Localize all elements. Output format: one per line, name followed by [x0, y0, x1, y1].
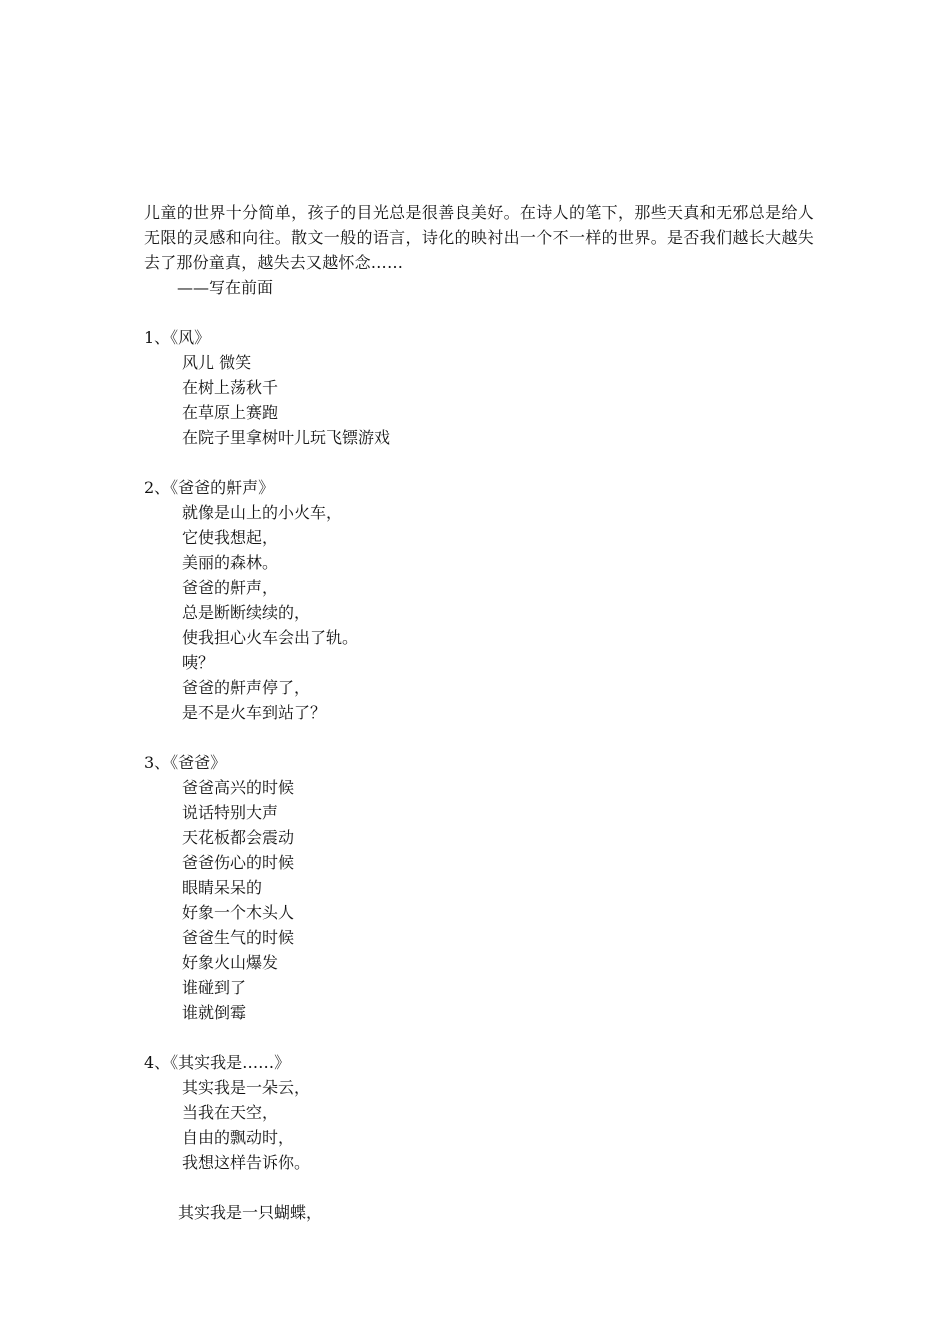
poem-line: 当我在天空， [182, 1103, 279, 1122]
poem-line: 爸爸的鼾声， [182, 578, 279, 597]
intro-paragraph: 儿童的世界十分简单，孩子的目光总是很善良美好。在诗人的笔下，那些天真和无邪总是给人无限的灵感和向往。散文一般的语言，诗化的映衬出一个不一样的世界。是否我们越长大越失去了那份童真，越失去又越怀念…… [144, 203, 814, 272]
poem-1 [144, 325, 814, 450]
poem-line: 谁就倒霉 [182, 1003, 247, 1022]
poem-2 [144, 475, 814, 725]
poem-line: 就像是山上的小火车， [182, 503, 343, 522]
poem-line: 说话特别大声 [182, 803, 279, 822]
poem-title: 3、《爸爸》 [144, 753, 227, 772]
poem-line: 眼睛呆呆的 [182, 878, 263, 897]
poem-line: 其实我是一朵云， [182, 1078, 311, 1097]
poem-3 [144, 750, 814, 1025]
poem-line: 谁碰到了 [182, 978, 247, 997]
poem-line: 在草原上赛跑 [182, 403, 279, 422]
poem-line: 咦？ [182, 653, 215, 672]
poem-line: 是不是火车到站了？ [182, 703, 327, 722]
spacer [144, 450, 814, 475]
poem-line: 我想这样告诉你。 [182, 1153, 311, 1172]
poem-title: 4、《其实我是……》 [144, 1053, 291, 1072]
poem-line: 使我担心火车会出了轨。 [182, 628, 359, 647]
poem-4 [144, 1050, 814, 1225]
poem-line: 总是断断续续的， [182, 603, 311, 622]
intro-signature: ——写在前面 [177, 278, 274, 297]
poem-line: 美丽的森林。 [182, 553, 279, 572]
poem-line: 好象火山爆发 [182, 953, 279, 972]
spacer [144, 725, 814, 750]
poem-line: 好象一个木头人 [182, 903, 295, 922]
poem-title: 1、《风》 [144, 328, 211, 347]
poem-line: 其实我是一只蝴蝶， [178, 1203, 323, 1222]
poem-line: 自由的飘动时， [182, 1128, 295, 1147]
poem-title: 2、《爸爸的鼾声》 [144, 478, 275, 497]
poem-line: 它使我想起， [182, 528, 279, 547]
poem-line: 风儿 微笑 [182, 353, 252, 372]
poem-line: 在院子里拿树叶儿玩飞镖游戏 [182, 428, 391, 447]
spacer [144, 1025, 814, 1050]
poem-line: 爸爸生气的时候 [182, 928, 295, 947]
document-body [144, 200, 814, 1225]
spacer [144, 300, 814, 325]
poem-line: 爸爸高兴的时候 [182, 778, 295, 797]
poem-line: 爸爸伤心的时候 [182, 853, 295, 872]
poem-line: 爸爸的鼾声停了， [182, 678, 311, 697]
spacer [144, 1175, 814, 1200]
poem-line: 在树上荡秋千 [182, 378, 279, 397]
poem-line: 天花板都会震动 [182, 828, 295, 847]
